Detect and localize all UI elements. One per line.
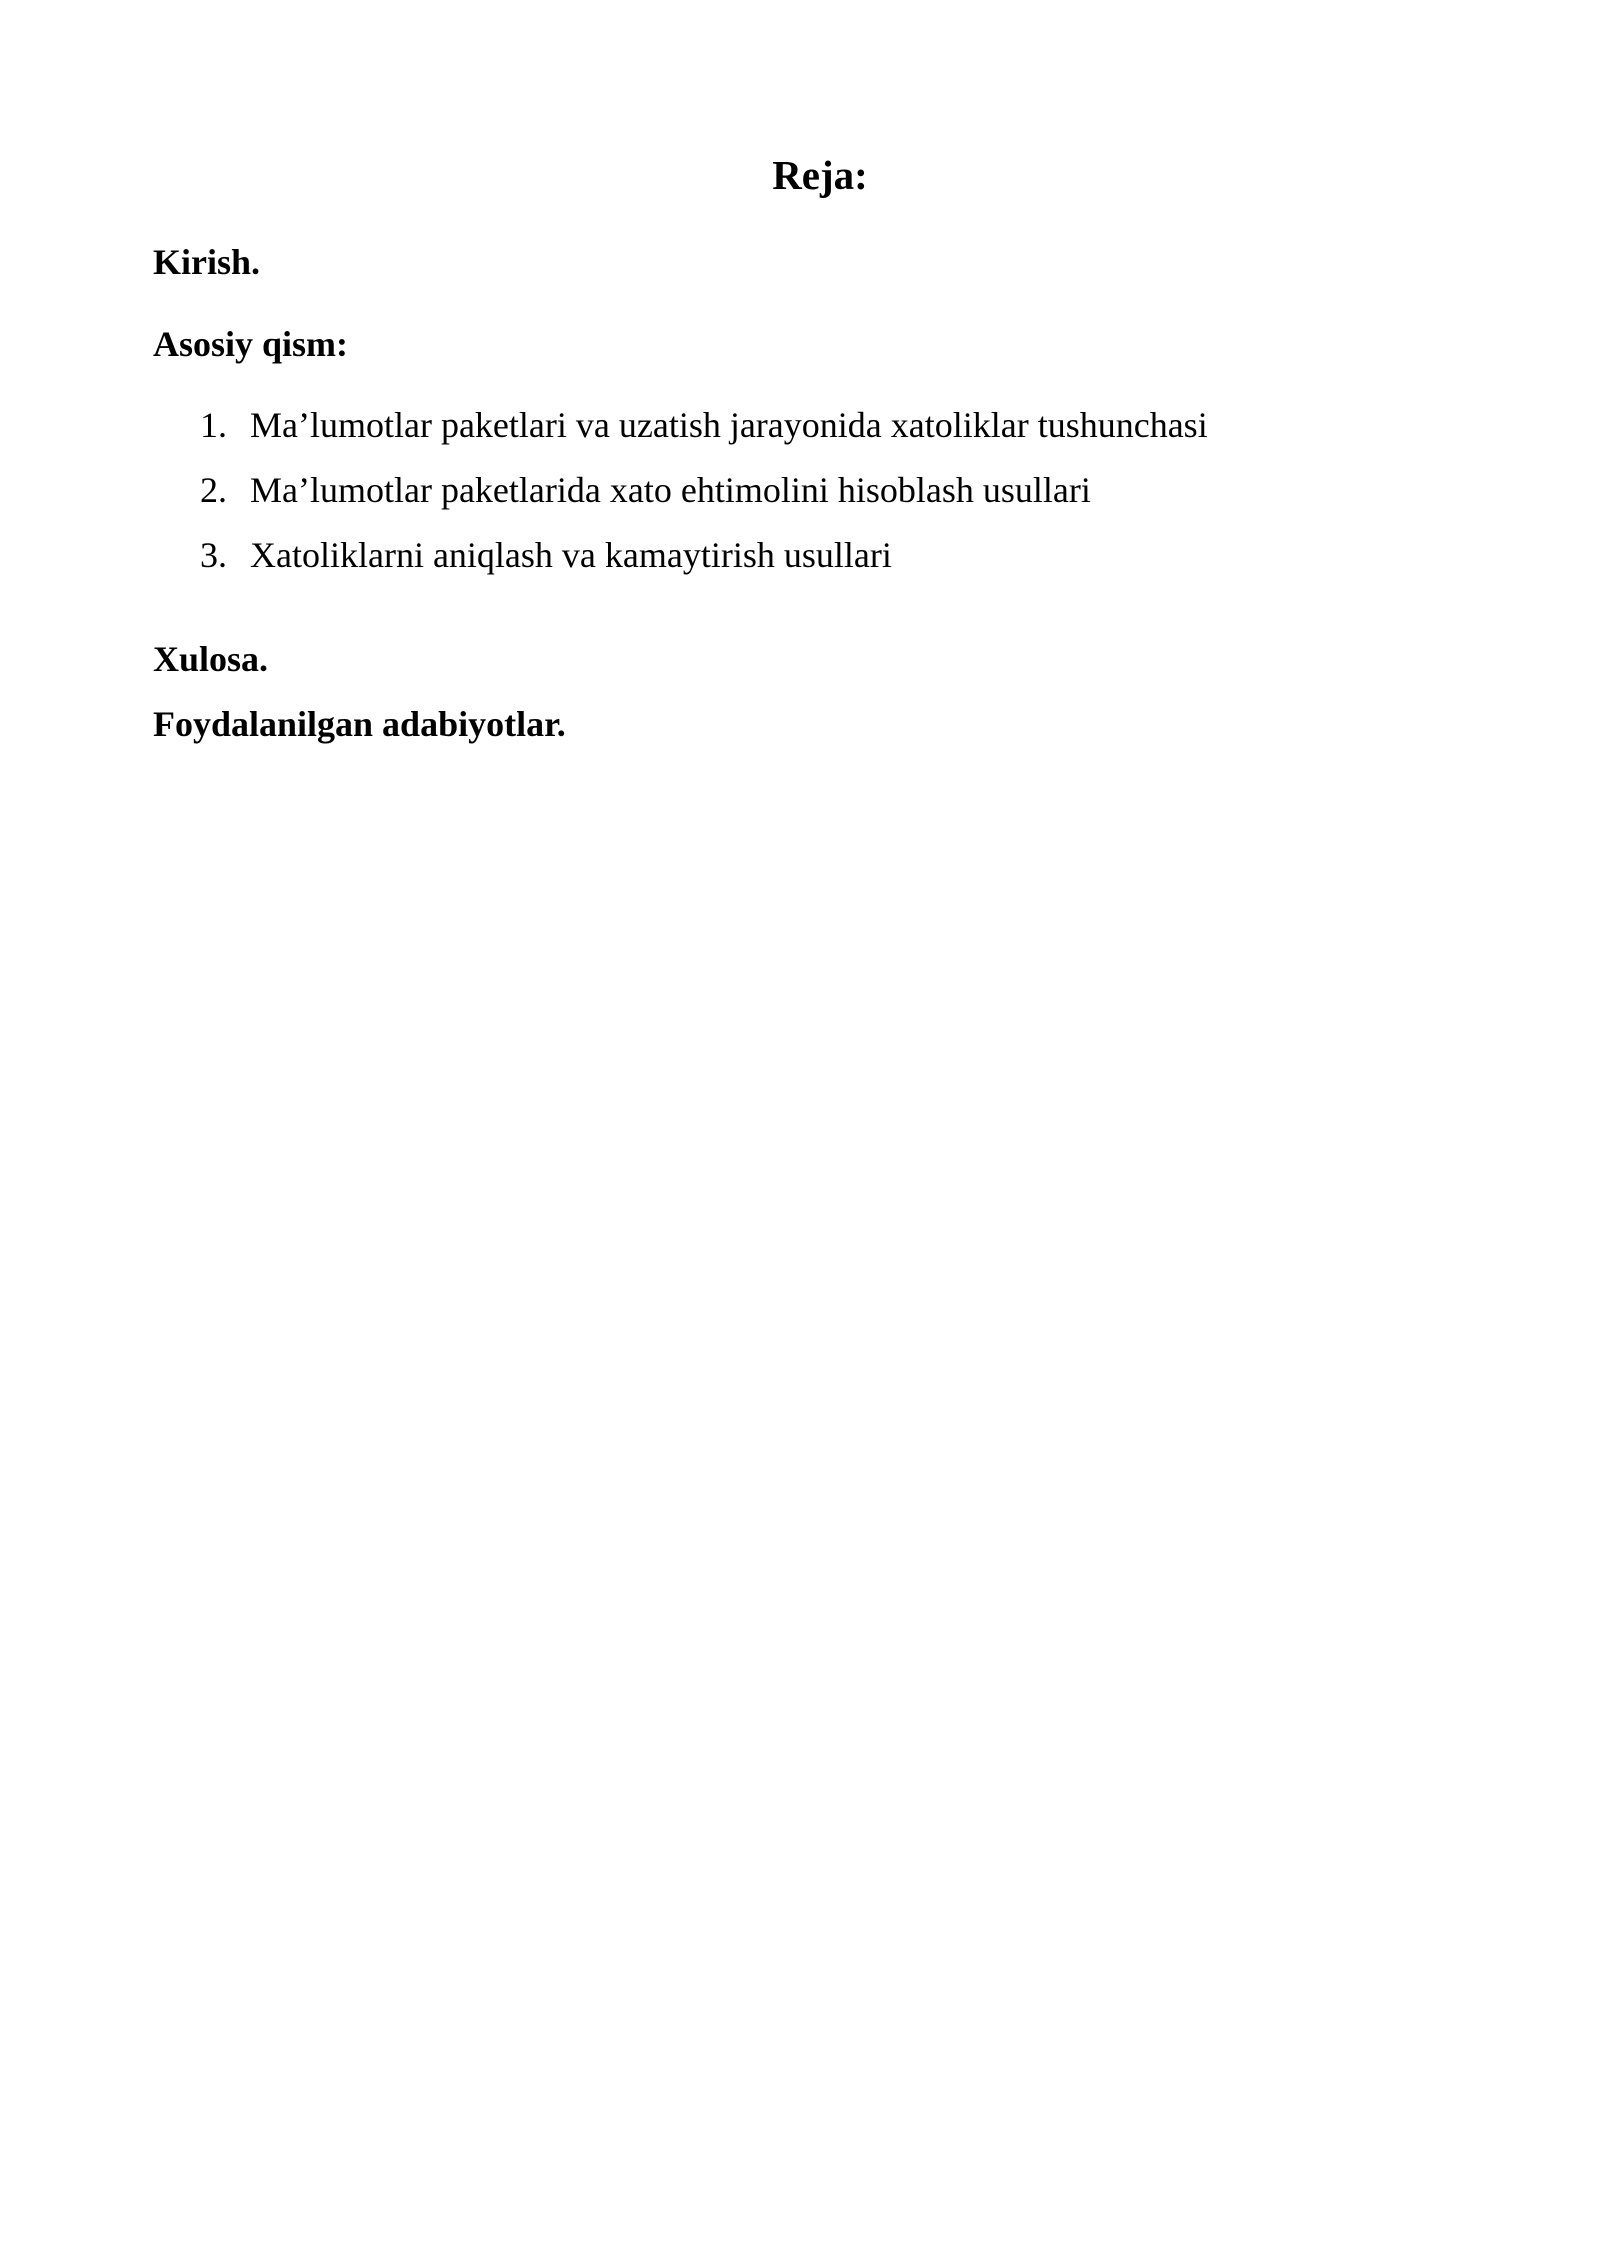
main-part-heading: Asosiy qism: xyxy=(153,324,349,364)
list-item-number: 3. xyxy=(200,535,227,575)
list-item-number: 2. xyxy=(200,470,227,510)
list-item-number: 1. xyxy=(200,405,227,445)
intro-heading: Kirish. xyxy=(153,242,261,282)
list-item-text: Ma’lumotlar paketlari va uzatish jarayonida xatoliklar tushunchasi xyxy=(250,405,1208,445)
list-item-text: Xatoliklarni aniqlash va kamaytirish usullari xyxy=(250,535,892,575)
conclusion-heading: Xulosa. xyxy=(153,639,269,679)
page-title: Reja: xyxy=(772,152,868,198)
references-heading: Foydalanilgan adabiyotlar. xyxy=(153,704,566,744)
list-item-text: Ma’lumotlar paketlarida xato ehtimolini hisoblash usullari xyxy=(250,470,1091,510)
